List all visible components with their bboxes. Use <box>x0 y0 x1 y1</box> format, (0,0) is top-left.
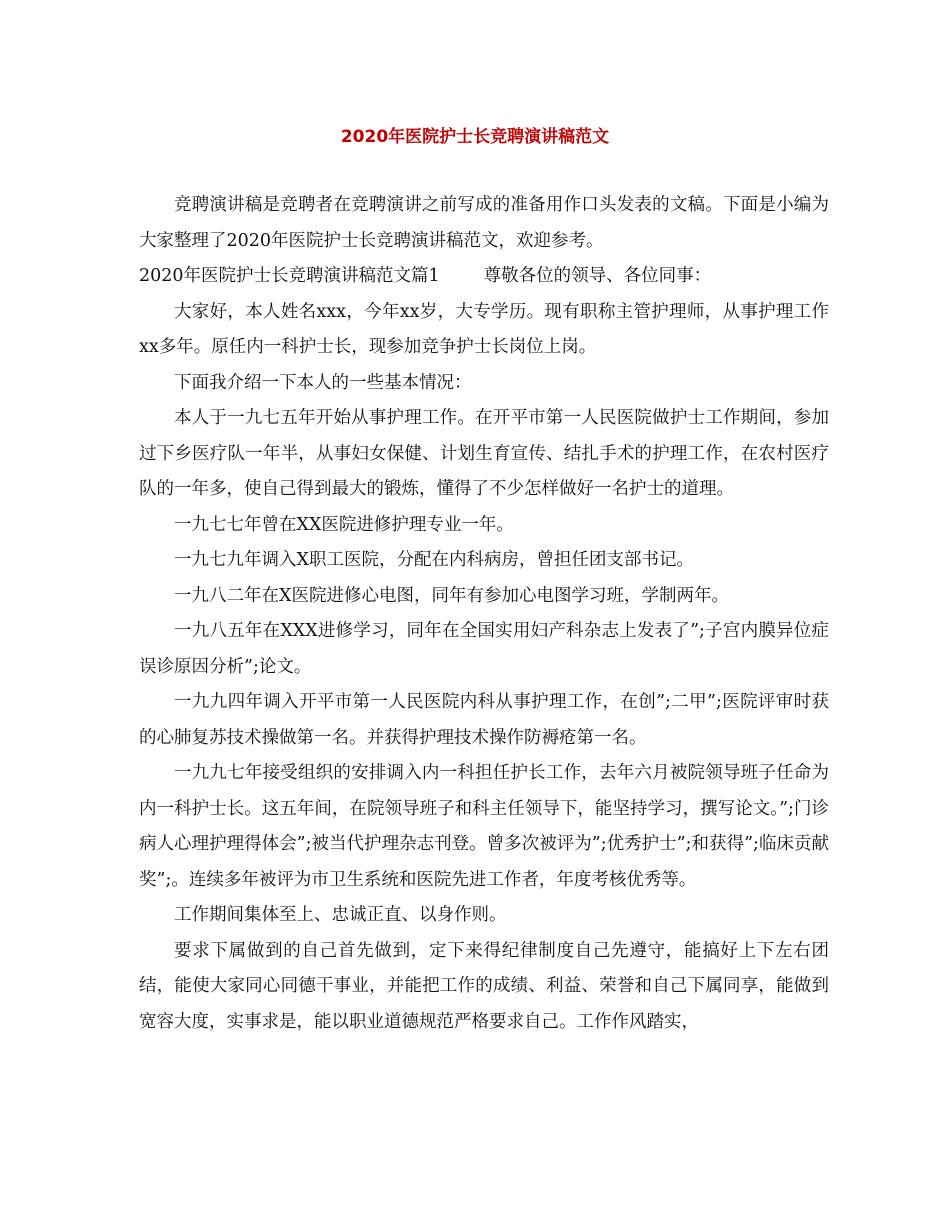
body-paragraph: 要求下属做到的自己首先做到，定下来得纪律制度自己先遵守，能搞好上下左右团结，能使大家同心同德干事业，并能把工作的成绩、利益、荣誉和自己下属同享，能做到宽容大度，实事求是，能以职业道德规范严格要求自己。工作作风踏实， <box>139 940 829 1032</box>
body-paragraph: 一九八五年在XXX进修学习，同年在全国实用妇产科杂志上发表了”;子宫内膜异位症误诊原因分析”;论文。 <box>139 621 829 677</box>
body-paragraph: 下面我介绍一下本人的一些基本情况： <box>174 372 472 393</box>
body-paragraph: 大家好，本人姓名xxx，今年xx岁，大专学历。现有职称主管护理师，从事护理工作xx多年。原任内一科护士长，现参加竞争护士长岗位上岗。 <box>139 301 829 357</box>
section-heading-line <box>139 259 829 295</box>
section-heading: 2020年医院护士长竞聘演讲稿范文篇1 <box>139 266 440 286</box>
body-paragraph: 一九九七年接受组织的安排调入内一科担任护长工作，去年六月被院领导班子任命为内一科护士长。这五年间，在院领导班子和科主任领导下，能坚持学习，撰写论文。”;门诊病人心理护理得体会”;被当代护理杂志刊登。曾多次被评为”;优秀护士”;和获得”;临床贡献奖”;。连续多年被评为市卫生系统和医院先进工作者，年度考核优秀等。 <box>139 763 829 890</box>
body-paragraph: 本人于一九七五年开始从事护理工作。在开平市第一人民医院做护士工作期间，参加过下乡医疗队一年半，从事妇女保健、计划生育宣传、结扎手术的护理工作，在农村医疗队的一年多，使自己得到最大的锻炼，懂得了不少怎样做好一名护士的道理。 <box>139 408 829 499</box>
document-body <box>139 188 829 1040</box>
body-paragraph: 工作期间集体至上、忠诚正直、以身作则。 <box>174 905 507 925</box>
salutation: 尊敬各位的领导、各位同事： <box>483 266 712 286</box>
body-paragraph: 一九九四年调入开平市第一人民医院内科从事护理工作，在创”;二甲”;医院评审时获的心肺复苏技术操做第一名。并获得护理技术操作防褥疮第一名。 <box>139 692 829 748</box>
body-paragraph: 一九八二年在X医院进修心电图，同年有参加心电图学习班，学制两年。 <box>174 585 729 606</box>
body-paragraph: 一九七九年调入X职工医院，分配在内科病房，曾担任团支部书记。 <box>174 550 694 570</box>
intro-paragraph: 竞聘演讲稿是竞聘者在竞聘演讲之前写成的准备用作口头发表的文稿。下面是小编为大家整理了2020年医院护士长竞聘演讲稿范文，欢迎参考。 <box>139 195 829 251</box>
body-paragraph: 一九七七年曾在XX医院进修护理专业一年。 <box>174 514 514 535</box>
document-title: 2020年医院护士长竞聘演讲稿范文 <box>340 127 610 147</box>
